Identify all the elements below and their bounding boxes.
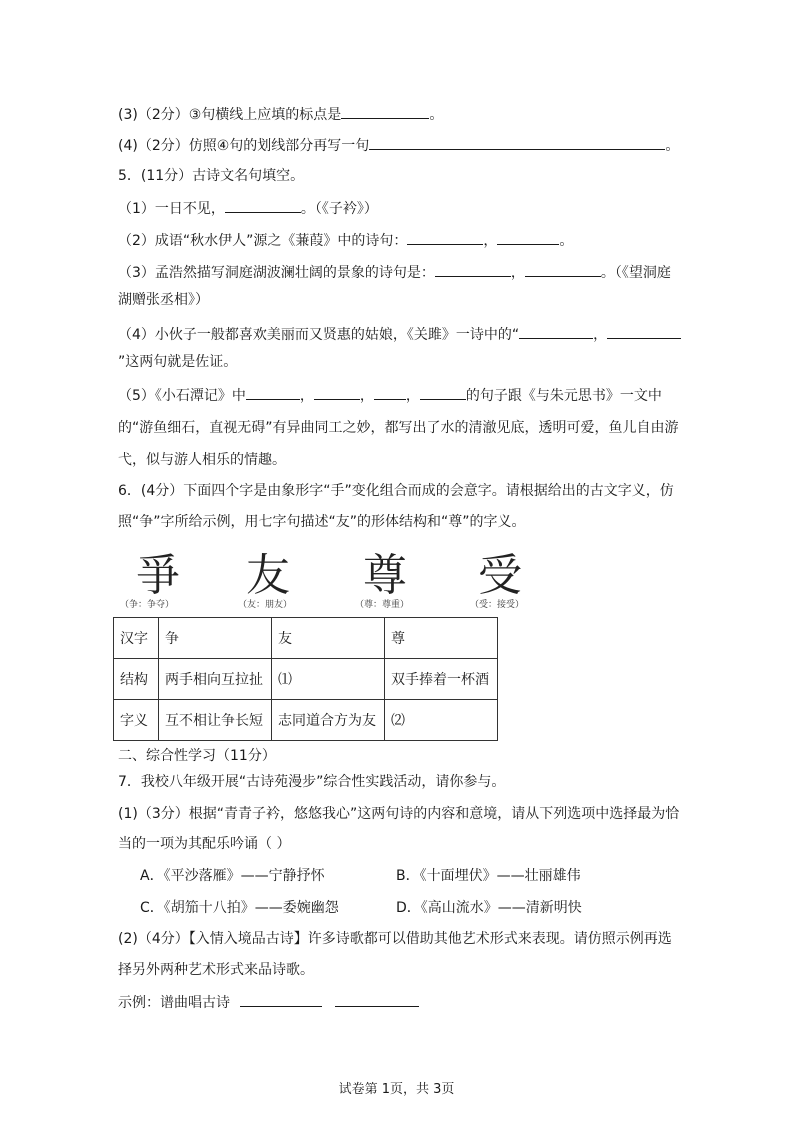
seal-caption: （友：朋友） — [238, 600, 293, 610]
seal-you-glyph — [228, 540, 308, 600]
seal-caption: （尊：尊重） — [355, 600, 410, 610]
svg-text:友: 友 — [246, 550, 290, 600]
answer-cell-1[interactable]: ⑴ — [272, 659, 385, 700]
table-cell: 互不相让争长短 — [159, 700, 272, 741]
q5-blank-1[interactable] — [225, 198, 301, 213]
answer-cell-2[interactable]: ⑵ — [385, 700, 498, 741]
example-blank-1[interactable] — [240, 992, 322, 1007]
q5-item-4-cont: ”这两句就是佐证。 — [118, 354, 238, 370]
q5-blank-4b[interactable] — [607, 324, 681, 339]
seal-caption: （受：接受） — [470, 600, 525, 610]
svg-text:尊: 尊 — [363, 550, 407, 600]
hanzi-table — [113, 617, 498, 741]
table-cell: 尊 — [385, 618, 498, 659]
q7-example: 示例：谱曲唱古诗 — [118, 992, 419, 1013]
q5-blank-5c[interactable] — [374, 385, 406, 400]
q3-line: (3)（2分）③句横线上应填的标点是 。 — [118, 104, 443, 125]
table-cell: 结构 — [114, 659, 159, 700]
table-cell: 友 — [272, 618, 385, 659]
option-b[interactable]: B．《十面埋伏》——壮丽雄伟 — [396, 868, 581, 884]
table-cell: 两手相向互拉扯 — [159, 659, 272, 700]
q5-blank-5a[interactable] — [246, 385, 300, 400]
table-row — [114, 659, 498, 700]
q6-line-2: 照“争”字所给示例，用七字句描述“友”的形体结构和“尊”的字义。 — [118, 514, 526, 530]
section-2-heading: 二、综合性学习（11分） — [118, 748, 276, 764]
seal-caption: （争：争夺） — [120, 600, 175, 610]
q5-blank-3b[interactable] — [525, 262, 601, 277]
table-cell: 汉字 — [114, 618, 159, 659]
q5-item-5-cont: 的“游鱼细石，直视无碍”有异曲同工之妙，都写出了水的清澈见底，透明可爱，鱼儿自由游 — [118, 420, 679, 436]
q7-part2-line1: (2)（4分）【入情入境品古诗】许多诗歌都可以借助其他艺术形式来表现。请仿照示例再选 — [118, 931, 672, 947]
q5-item-2: （2）成语“秋水伊人”源之《蒹葭》中的诗句： ， 。 — [118, 230, 573, 251]
q5-blank-3a[interactable] — [435, 262, 511, 277]
seal-shou-glyph — [460, 540, 540, 600]
table-row — [114, 700, 498, 741]
q5-blank-5d[interactable] — [420, 385, 466, 400]
option-d[interactable]: D．《高山流水》——清新明快 — [396, 900, 582, 916]
table-cell: 争 — [159, 618, 272, 659]
table-cell: 志同道合方为友 — [272, 700, 385, 741]
q5-title: 5．(11分）古诗文名句填空。 — [118, 168, 305, 184]
svg-text:爭: 爭 — [136, 550, 180, 600]
q5-item-4: （4）小伙子一般都喜欢美丽而又贤惠的姑娘，《关雎》一诗中的“ ， — [118, 324, 681, 345]
q5-blank-4a[interactable] — [519, 324, 593, 339]
q7-part2-line2: 择另外两种艺术形式来品诗歌。 — [118, 962, 314, 978]
q5-item-5-cont2: 弋，似与游人相乐的情趣。 — [118, 452, 286, 468]
table-row — [114, 618, 498, 659]
q5-blank-5b[interactable] — [314, 385, 360, 400]
svg-text:受: 受 — [478, 550, 522, 600]
q5-blank-2b[interactable] — [497, 230, 559, 245]
q3-blank[interactable] — [341, 104, 429, 119]
q5-item-5: （5）《小石潭记》中 ， ， ， 的句子跟《与朱元思书》一文中 — [118, 385, 662, 406]
q4-line: (4)（2分）仿照④句的划线部分再写一句 。 — [118, 135, 679, 156]
q5-item-3-cont: 湖赠张丞相》） — [118, 292, 209, 308]
table-cell: 双手捧着一杯酒 — [385, 659, 498, 700]
option-c[interactable]: C．《胡笳十八拍》——委婉幽怨 — [140, 900, 339, 916]
q7-part1-line2: 当的一项为其配乐吟诵（ ） — [118, 836, 291, 852]
seal-zheng-glyph — [118, 540, 198, 600]
example-blank-2[interactable] — [335, 992, 419, 1007]
table-cell: 字义 — [114, 700, 159, 741]
q4-blank[interactable] — [369, 135, 665, 150]
page-footer: 试卷第 1页，共 3页 — [338, 1082, 455, 1097]
option-a[interactable]: A．《平沙落雁》——宁静抒怀 — [140, 868, 325, 884]
seal-zun-glyph — [345, 540, 425, 600]
q7-part1-line1: (1)（3分）根据“青青子衿，悠悠我心”这两句诗的内容和意境，请从下列选项中选择最为恰 — [118, 806, 680, 822]
q7-title: 7．我校八年级开展“古诗苑漫步”综合性实践活动，请你参与。 — [118, 774, 506, 790]
q5-item-1: （1）一日不见， 。（《子衿》） — [118, 198, 378, 219]
q5-item-3: （3）孟浩然描写洞庭湖波澜壮阔的景象的诗句是： ， 。（《望洞庭 — [118, 262, 671, 283]
q6-line-1: 6．(4分）下面四个字是由象形字“手”变化组合而成的会意字。请根据给出的古文字义，仿 — [118, 483, 674, 499]
q5-blank-2a[interactable] — [407, 230, 483, 245]
